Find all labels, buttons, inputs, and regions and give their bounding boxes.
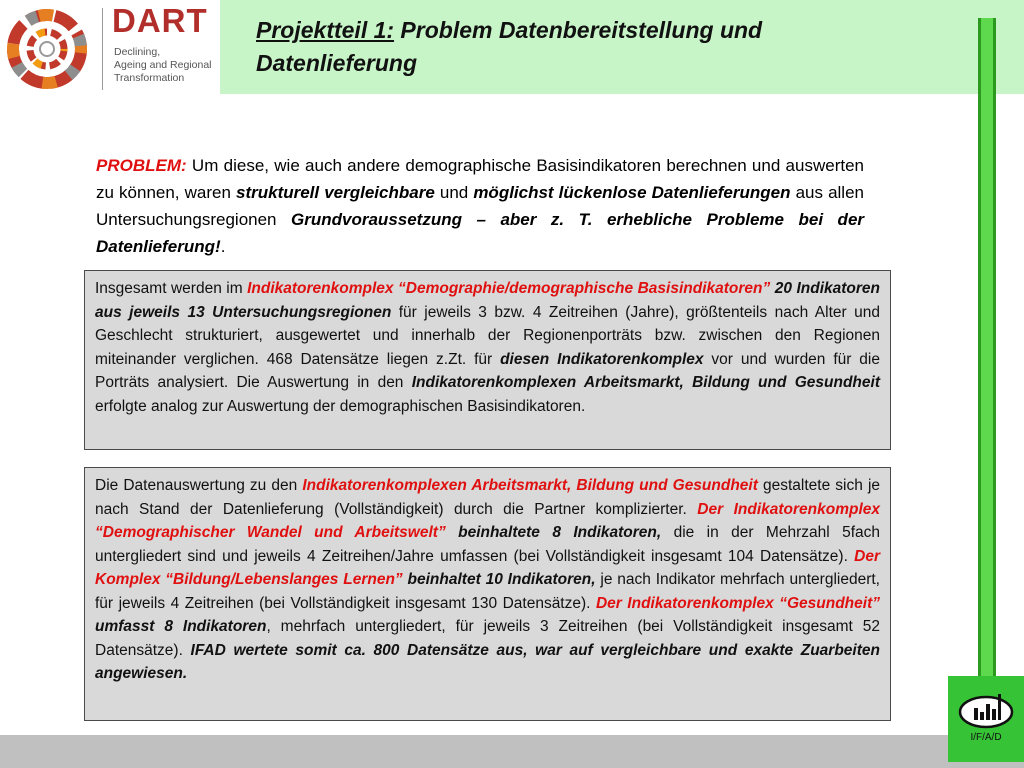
box-text: je nach Indikator mehrfach untergliedert, für jeweils 4 Zeitreihen (bei Vollständigkeit insgesamt 130 Datensätze).	[95, 571, 880, 612]
ifad-logo	[948, 676, 1024, 762]
logo-subtitle: Declining, Ageing and Regional Transformation	[114, 46, 212, 84]
box-text: Die Datenauswertung zu den	[95, 477, 303, 494]
logo-title: DART	[112, 2, 208, 39]
problem-label: PROBLEM:	[96, 156, 187, 175]
box-emphasis: IFAD wertete somit ca. 800 Datensätze aus, war auf vergleichbare und exakte Zuarbeiten angewiesen.	[95, 641, 880, 682]
logo-divider	[102, 8, 103, 90]
green-rail	[981, 18, 993, 768]
problem-emphasis: strukturell vergleichbare	[236, 183, 435, 202]
box-emphasis: diesen Indikatorenkomplex	[500, 350, 704, 368]
box-red-emphasis: Der Indikatorenkomplex “Demographischer Wandel und Arbeitswelt”	[95, 500, 881, 541]
box-text: erfolgte analog zur Auswertung der demographischen Basisindikatoren.	[95, 397, 586, 415]
box-red-emphasis: Indikatorenkomplexen Arbeitsmarkt, Bildung und Gesundheit	[302, 477, 758, 494]
problem-text: und	[434, 183, 474, 202]
box-red-emphasis: Der Indikatorenkomplex “Gesundheit”	[595, 594, 880, 612]
info-box-demography	[84, 270, 891, 450]
slide-title	[256, 14, 896, 80]
box-emphasis: beinhaltete 8 Indikatoren,	[445, 524, 662, 541]
problem-text: Um diese, wie auch andere demographische Basisindikatoren berechnen und auswerten zu können, waren	[96, 156, 864, 202]
dart-emblem-icon	[4, 6, 90, 92]
box-emphasis: 20 Indikatoren aus jeweils 13 Untersuchungsregionen	[95, 280, 880, 321]
dart-logo	[0, 0, 220, 94]
ifad-label: I/F/A/D	[970, 732, 1002, 743]
footer-bar	[0, 735, 1024, 768]
box-text: die in der Mehrzahl 5fach untergliedert sind und jeweils 4 Zeitreihen/Jahre umfassen (bei Vollständigkeit insgesamt 104 Datensätze).	[95, 524, 880, 565]
problem-paragraph	[96, 152, 864, 260]
problem-emphasis: Grundvoraussetzung – aber z. T. erhebliche Probleme bei der Datenlieferung!	[96, 210, 865, 256]
box-text: Insgesamt werden im	[95, 280, 248, 297]
slide-title-part2: Problem Datenbereitstellung und Datenlieferung	[256, 17, 763, 76]
box-emphasis: beinhaltet 10 Indikatoren,	[402, 571, 596, 588]
box-emphasis: Indikatorenkomplexen Arbeitsmarkt, Bildung und Gesundheit	[411, 374, 880, 391]
box-red-emphasis: Indikatorenkomplex “Demographie/demographische Basisindikatoren”	[247, 280, 771, 297]
problem-text: .	[220, 237, 226, 256]
box-emphasis: umfasst 8 Indikatoren	[95, 618, 267, 635]
slide-title-part1: Projektteil 1:	[256, 17, 395, 43]
box-red-emphasis: Der Komplex “Bildung/Lebenslanges Lernen”	[95, 547, 880, 588]
box-text: für jeweils 3 bzw. 4 Zeitreihen (Jahre), größtenteils nach Alter und Geschlecht strukturiert, ausgewertet und innerhalb der Regionenporträts bzw. zwischen den Regionen miteinander verglichen. 468 Datensätze liegen z.Zt. für	[95, 303, 880, 368]
box-text: vor und wurden für die Porträts analysiert. Die Auswertung in den	[95, 350, 880, 391]
info-box-evaluation	[84, 467, 891, 721]
box-text: , mehrfach untergliedert, für jeweils 3 Zeitreihen (bei Vollständigkeit insgesamt 52 Datensätze).	[95, 618, 880, 659]
problem-text: aus allen Untersuchungsregionen	[96, 183, 864, 229]
problem-emphasis: möglichst lückenlose Datenlieferungen	[473, 183, 791, 202]
ifad-chart-icon	[958, 690, 1014, 730]
box-text: gestaltete sich je nach Stand der Datenlieferung (Vollständigkeit) durch die Partner komplizierter.	[95, 477, 881, 518]
